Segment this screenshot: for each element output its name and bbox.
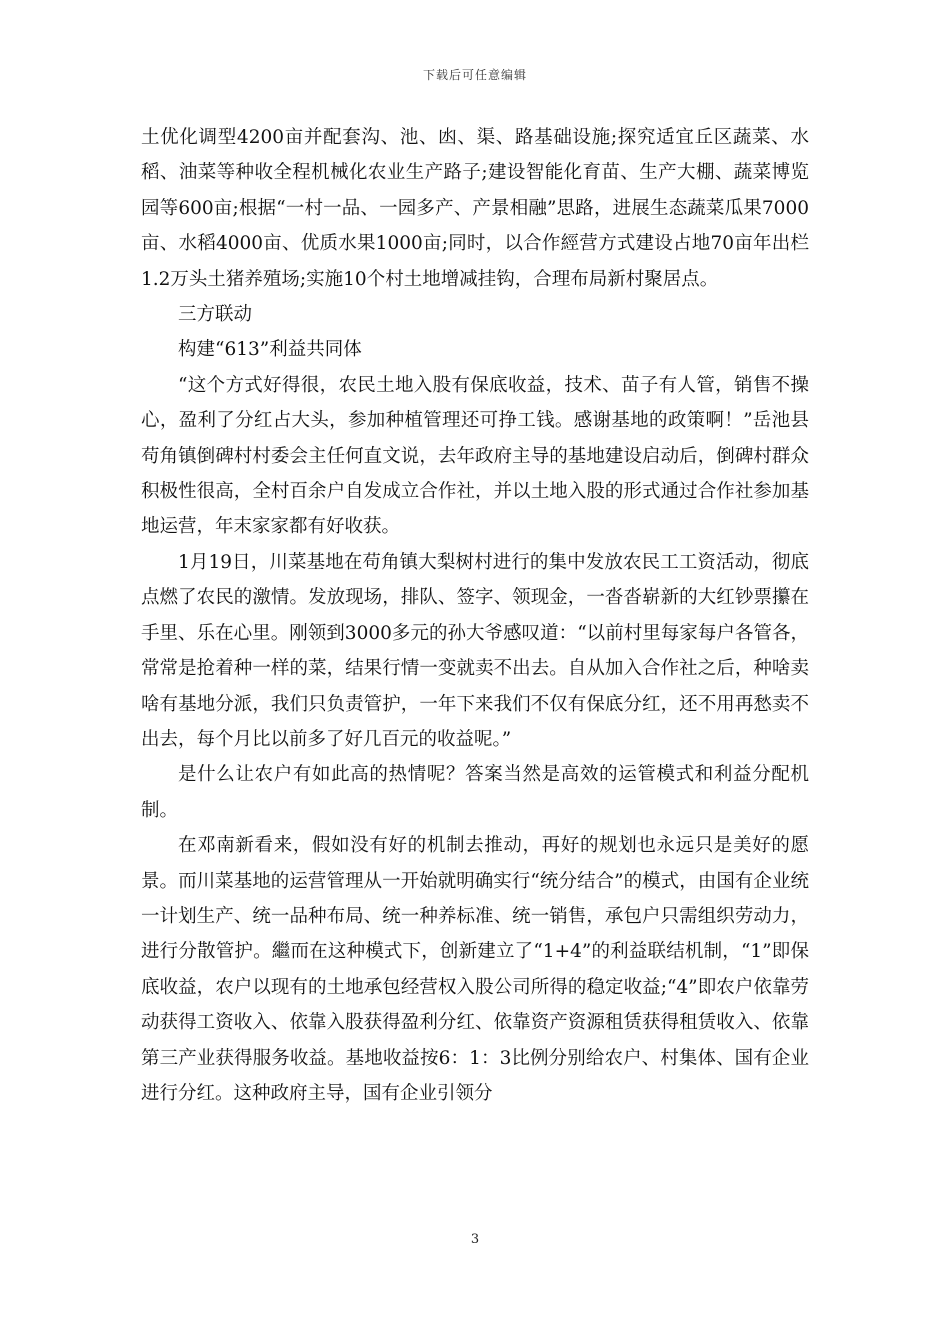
document-body xyxy=(141,120,809,1111)
paragraph-question: 是什么让农户有如此高的热情呢？答案当然是高效的运管模式和利益分配机制。 xyxy=(141,764,809,821)
page-number: 3 xyxy=(470,1232,480,1247)
paragraph-continued: 土优化调型4200亩并配套沟、池、凼、渠、路基础设施;探究适宜丘区蔬菜、水稻、油菜等种收全程机械化农业生产路子;建设智能化育苗、生产大棚、蔬菜博览园等600亩;根据“一村一品、一园多产、产景相融”思路，进展生态蔬菜瓜果7000亩、水稻4000亩、优质水果1000亩;同时，以合作經营方式建设占地70亩年出栏1.2万头土猪养殖场;实施10个村土地增减挂钩，合理布局新村聚居点。 xyxy=(141,127,809,290)
paragraph-mechanism: 在邓南新看来，假如没有好的机制去推动，再好的规划也永远只是美好的愿景。而川菜基地的运营管理从一开始就明确实行“统分结合”的模式，由国有企业统一计划生产、统一品种布局、统一种养标准、统一销售，承包户只需组织劳动力，进行分散管护。繼而在这种模式下，创新建立了“1+4”的利益联结机制，“1”即保底收益，农户以现有的土地承包经营权入股公司所得的稳定收益;“4”即农户依靠劳动获得工资收入、依靠入股获得盈利分红、依靠资产资源租赁获得租赁收入、依靠第三产业获得服务收益。基地收益按6：1：3比例分别给农户、村集体、国有企业进行分红。这种政府主导，国有企业引领分 xyxy=(141,835,809,1104)
paragraph-wage-event: 1月19日，川菜基地在苟角镇大梨树村进行的集中发放农民工工资活动，彻底点燃了农民的激情。发放现场，排队、签字、领现金，一沓沓崭新的大红钞票攥在手里、乐在心里。刚领到3000多元的孙大爷感叹道：“以前村里每家每户各管各，常常是抢着种一样的菜，结果行情一变就卖不出去。自从加入合作社之后，种啥卖啥有基地分派，我们只负责管护，一年下来我们不仅有保底分红，还不用再愁卖不出去，每个月比以前多了好几百元的收益呢。” xyxy=(141,551,809,750)
paragraph-quote: “这个方式好得很，农民土地入股有保底收益，技术、苗子有人管，销售不操心，盈利了分红占大头，参加种植管理还可挣工钱。感谢基地的政策啊！”岳池县苟角镇倒碑村村委会主任何直文说，去年政府主导的基地建设启动后，倒碑村群众积极性很高，全村百余户自发成立合作社，并以土地入股的形式通过合作社参加基地运营，年末家家都有好收获。 xyxy=(141,374,809,538)
page-header: 下载后可任意编辑 xyxy=(422,68,527,82)
section-subheading: 构建“613”利益共同体 xyxy=(178,339,362,361)
section-heading: 三方联动 xyxy=(178,304,253,326)
